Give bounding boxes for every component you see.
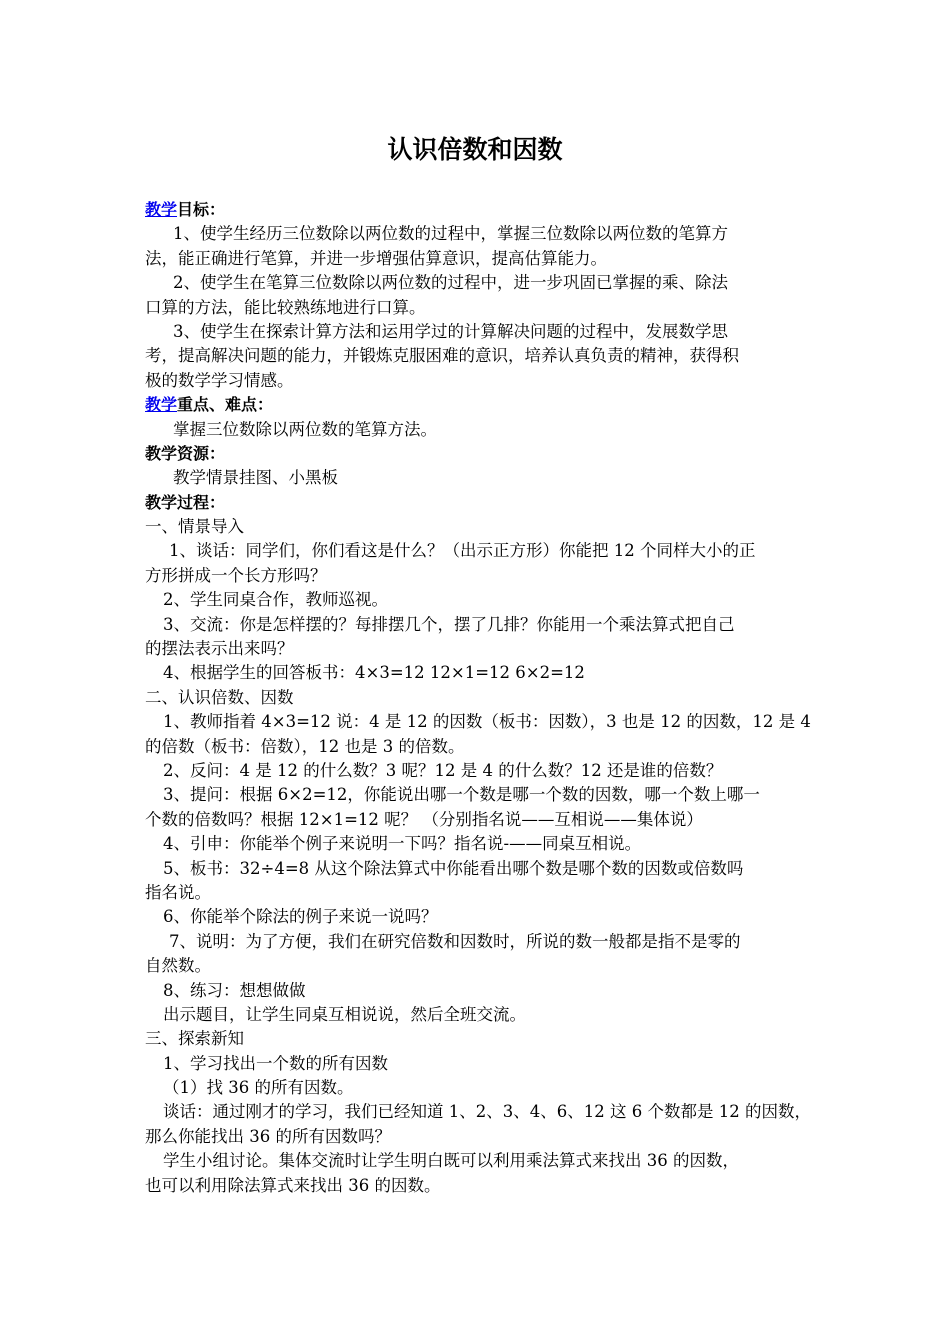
- section-2-line: 3、提问：根据 6×2=12，你能说出哪一个数是哪一个数的因数，哪一个数上哪一: [163, 785, 760, 805]
- section-2-line: 8、练习：想想做做: [163, 980, 306, 1000]
- section-1-line: 4、根据学生的回答板书：4×3=12 12×1=12 6×2=12: [163, 663, 585, 683]
- section-1-heading: 一、情景导入: [145, 517, 244, 537]
- section-3-line: 学生小组讨论。集体交流时让学生明白既可以利用乘法算式来找出 36 的因数，: [163, 1151, 739, 1171]
- section-1-line: 方形拼成一个长方形吗？: [145, 565, 327, 585]
- goal-2-line-2: 口算的方法，能比较熟练地进行口算。: [145, 297, 426, 317]
- goals-heading: [145, 198, 813, 222]
- section-3-line: （1）找 36 的所有因数。: [163, 1078, 354, 1098]
- section-3-line: 那么你能找出 36 的所有因数吗？: [145, 1126, 391, 1146]
- section-2-heading: 二、认识倍数、因数: [145, 687, 294, 707]
- key-points-label: 重点、难点：: [177, 395, 274, 415]
- section-3-line: 1、学习找出一个数的所有因数: [163, 1053, 388, 1073]
- section-2-line: 7、说明：为了方便，我们在研究倍数和因数时，所说的数一般都是指不是零的: [169, 931, 741, 951]
- resources-text: 教学情景挂图、小黑板: [173, 468, 338, 488]
- section-2-line: 2、反问：4 是 12 的什么数？3 呢？12 是 4 的什么数？12 还是谁的倍数？: [163, 760, 723, 780]
- goals-link[interactable]: 教学: [145, 200, 178, 219]
- section-2-line: 个数的倍数吗？根据 12×1=12 呢？ （分别指名说——互相说——集体说）: [145, 809, 703, 829]
- goal-2-line-1: 2、使学生在笔算三位数除以两位数的过程中，进一步巩固已掌握的乘、除法: [173, 273, 728, 293]
- key-points-heading: [145, 393, 813, 417]
- resources-heading: 教学资源：: [145, 443, 226, 463]
- goal-1-line-2: 法，能正确进行笔算，并进一步增强估算意识，提高估算能力。: [145, 248, 607, 268]
- section-2-line: 自然数。: [145, 956, 211, 976]
- section-1-line: 1、谈话：同学们，你们看这是什么？（出示正方形）你能把 12 个同样大小的正: [169, 541, 756, 561]
- goal-1-line-1: 1、使学生经历三位数除以两位数的过程中，掌握三位数除以两位数的笔算方: [173, 224, 728, 244]
- section-2-line: 指名说。: [145, 882, 211, 902]
- document-body: [145, 198, 813, 1198]
- section-2-line: 出示题目，让学生同桌互相说说，然后全班交流。: [163, 1004, 526, 1024]
- section-3-line: 也可以利用除法算式来找出 36 的因数。: [145, 1175, 441, 1195]
- section-1-line: 2、学生同桌合作，教师巡视。: [163, 590, 388, 610]
- document-title: 认识倍数和因数: [387, 135, 563, 164]
- goal-3-line-1: 3、使学生在探索计算方法和运用学过的计算解决问题的过程中，发展数学思: [173, 321, 728, 341]
- key-points-text: 掌握三位数除以两位数的笔算方法。: [173, 419, 437, 439]
- section-2-line: 5、板书：32÷4=8 从这个除法算式中你能看出哪个数是哪个数的因数或倍数吗: [163, 858, 744, 878]
- section-2-line: 的倍数（板书：倍数），12 也是 3 的倍数。: [145, 736, 465, 756]
- section-1-line: 3、交流：你是怎样摆的？每排摆几个，摆了几排？你能用一个乘法算式把自己: [163, 614, 735, 634]
- section-3-line: 谈话：通过刚才的学习，我们已经知道 1、2、3、4、6、12 这 6 个数都是 12 的因数，: [163, 1102, 811, 1122]
- goal-3-line-3: 极的数学学习情感。: [145, 370, 294, 390]
- section-3-heading: 三、探索新知: [145, 1029, 244, 1049]
- section-1-line: 的摆法表示出来吗？: [145, 639, 294, 659]
- goal-3-line-2: 考，提高解决问题的能力，并锻炼克服困难的意识，培养认真负责的精神，获得积: [145, 346, 739, 366]
- section-2-line: 1、教师指着 4×3=12 说：4 是 12 的因数（板书：因数），3 也是 12 的因数，12 是 4: [163, 712, 811, 732]
- section-2-line: 6、你能举个除法的例子来说一说吗？: [163, 907, 438, 927]
- goals-label: 目标：: [177, 200, 226, 219]
- key-points-link[interactable]: 教学: [145, 395, 178, 415]
- process-heading: 教学过程：: [145, 492, 226, 512]
- section-2-line: 4、引申：你能举个例子来说明一下吗？指名说-——同桌互相说。: [163, 834, 642, 854]
